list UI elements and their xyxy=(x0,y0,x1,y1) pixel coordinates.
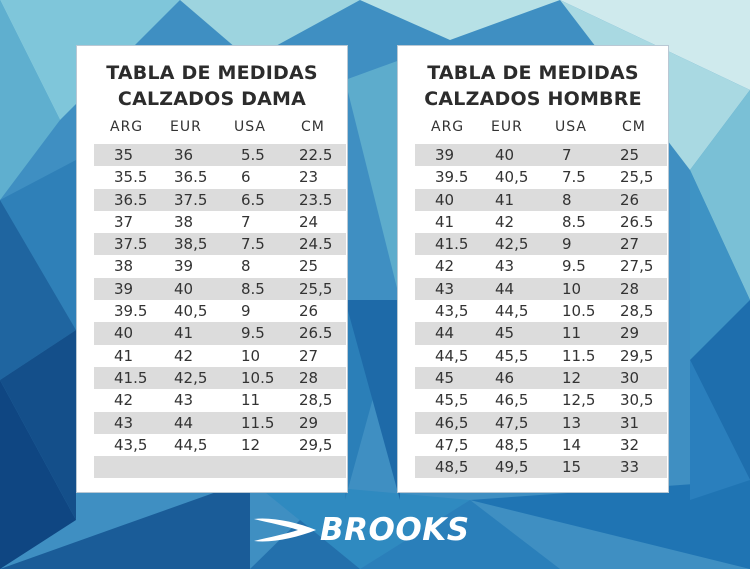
table-cell: 30,5 xyxy=(620,391,654,410)
table-cell: 43 xyxy=(114,413,134,432)
table-cell: 7 xyxy=(562,146,572,164)
table-cell: 9.5 xyxy=(562,257,586,276)
table-cell: 10 xyxy=(241,346,261,365)
table-cell: 11 xyxy=(562,324,582,343)
table-cell: 42 xyxy=(114,391,134,410)
header-arg: ARG xyxy=(110,119,144,135)
table-cell: 10.5 xyxy=(562,302,596,321)
table-cell: 29,5 xyxy=(620,346,654,365)
table-cell: 28,5 xyxy=(299,391,333,410)
men-title-line2: CALZADOS HOMBRE xyxy=(424,88,642,110)
table-row xyxy=(415,255,667,277)
women-title-line1: TABLA DE MEDIDAS xyxy=(106,62,318,84)
table-cell: 26.5 xyxy=(620,212,654,231)
table-cell: 44 xyxy=(435,324,455,343)
table-cell: 27 xyxy=(620,235,640,254)
table-cell: 12 xyxy=(562,368,582,387)
women-title-line2: CALZADOS DAMA xyxy=(117,88,307,110)
women-size-rows xyxy=(94,144,346,478)
table-cell: 45 xyxy=(435,368,455,387)
table-cell: 43,5 xyxy=(435,302,469,321)
table-cell: 25 xyxy=(299,257,319,276)
table-cell: 10 xyxy=(562,279,582,298)
table-cell: 37.5 xyxy=(114,235,148,254)
table-cell: 32 xyxy=(620,435,640,454)
table-cell: 22.5 xyxy=(299,146,333,164)
table-cell: 9 xyxy=(241,302,251,321)
table-cell: 39 xyxy=(174,257,194,276)
table-cell: 40 xyxy=(174,279,194,298)
table-cell: 48,5 xyxy=(435,458,469,477)
table-row xyxy=(94,255,346,277)
table-cell: 43 xyxy=(435,279,455,298)
table-cell: 36 xyxy=(174,146,194,164)
table-cell: 43 xyxy=(174,391,194,410)
table-row xyxy=(94,345,346,367)
table-cell: 46 xyxy=(495,368,515,387)
table-cell: 44 xyxy=(174,413,194,432)
table-cell: 7.5 xyxy=(241,235,265,254)
table-cell: 44,5 xyxy=(435,346,469,365)
table-cell: 39 xyxy=(114,279,134,298)
table-row xyxy=(94,300,346,322)
table-cell: 12,5 xyxy=(562,391,596,410)
header-cm: CM xyxy=(622,119,646,135)
table-cell: 33 xyxy=(620,458,640,477)
table-cell: 27,5 xyxy=(620,257,654,276)
header-usa: USA xyxy=(555,119,587,135)
table-cell: 11.5 xyxy=(562,346,596,365)
table-cell: 45 xyxy=(495,324,515,343)
table-row xyxy=(415,322,667,344)
table-row xyxy=(94,189,346,211)
table-cell: 44,5 xyxy=(495,302,529,321)
table-cell: 42,5 xyxy=(174,368,208,387)
table-cell: 42 xyxy=(174,346,194,365)
women-size-chart xyxy=(76,45,348,493)
header-usa: USA xyxy=(234,119,266,135)
table-cell: 40 xyxy=(435,190,455,209)
table-row xyxy=(94,389,346,411)
table-cell: 5.5 xyxy=(241,146,265,164)
table-cell: 49,5 xyxy=(495,458,529,477)
table-row xyxy=(415,189,667,211)
table-cell: 31 xyxy=(620,413,640,432)
men-chart-title xyxy=(398,60,668,112)
table-cell: 36.5 xyxy=(174,168,208,187)
table-cell: 25,5 xyxy=(620,168,654,187)
table-cell: 47,5 xyxy=(435,435,469,454)
table-cell: 41 xyxy=(435,212,455,231)
table-cell: 42 xyxy=(435,257,455,276)
table-cell: 30 xyxy=(620,368,640,387)
table-cell: 37.5 xyxy=(174,190,208,209)
table-cell: 38 xyxy=(174,212,194,231)
table-row xyxy=(415,456,667,478)
header-cm: CM xyxy=(301,119,325,135)
header-arg: ARG xyxy=(431,119,465,135)
table-cell: 44,5 xyxy=(174,435,208,454)
table-row xyxy=(415,233,667,255)
table-cell: 9.5 xyxy=(241,324,265,343)
table-cell: 24 xyxy=(299,212,319,231)
table-cell: 11.5 xyxy=(241,413,275,432)
table-cell: 26.5 xyxy=(299,324,333,343)
table-cell: 40,5 xyxy=(174,302,208,321)
table-cell: 23.5 xyxy=(299,190,333,209)
table-cell: 23 xyxy=(299,168,319,187)
table-cell: 38 xyxy=(114,257,134,276)
table-cell: 11 xyxy=(241,391,261,410)
table-cell: 48,5 xyxy=(495,435,529,454)
table-cell: 40 xyxy=(114,324,134,343)
brooks-chevron-icon xyxy=(252,516,318,544)
table-row xyxy=(415,345,667,367)
table-cell: 27 xyxy=(299,346,319,365)
table-cell: 26 xyxy=(299,302,319,321)
table-cell: 24.5 xyxy=(299,235,333,254)
table-cell: 6.5 xyxy=(241,190,265,209)
table-cell: 13 xyxy=(562,413,582,432)
table-cell: 28,5 xyxy=(620,302,654,321)
table-row xyxy=(94,456,346,478)
table-cell: 8 xyxy=(562,190,572,209)
table-row xyxy=(94,144,346,166)
table-row xyxy=(94,278,346,300)
men-title-line1: TABLA DE MEDIDAS xyxy=(427,62,639,84)
table-row xyxy=(94,166,346,188)
table-cell: 29 xyxy=(620,324,640,343)
table-cell: 37 xyxy=(114,212,134,231)
men-size-rows xyxy=(415,144,667,478)
table-cell: 29 xyxy=(299,413,319,432)
table-cell: 43 xyxy=(495,257,515,276)
table-cell: 40 xyxy=(495,146,515,164)
table-cell: 7.5 xyxy=(562,168,586,187)
table-cell: 41.5 xyxy=(435,235,469,254)
table-cell: 35 xyxy=(114,146,134,164)
women-chart-title xyxy=(77,60,347,112)
table-row xyxy=(415,211,667,233)
table-row xyxy=(415,144,667,166)
table-row xyxy=(94,412,346,434)
table-cell: 25 xyxy=(620,146,640,164)
table-cell: 8.5 xyxy=(562,212,586,231)
brooks-wordmark: BROOKS xyxy=(320,512,470,548)
table-cell: 36.5 xyxy=(114,190,148,209)
men-size-chart xyxy=(397,45,669,493)
table-row xyxy=(415,166,667,188)
table-cell: 47,5 xyxy=(495,413,529,432)
table-cell: 39 xyxy=(435,146,455,164)
table-cell: 41 xyxy=(174,324,194,343)
table-cell: 38,5 xyxy=(174,235,208,254)
table-cell: 35.5 xyxy=(114,168,148,187)
table-cell: 14 xyxy=(562,435,582,454)
table-row xyxy=(415,434,667,456)
table-row xyxy=(415,278,667,300)
table-row xyxy=(94,211,346,233)
table-row xyxy=(415,300,667,322)
table-cell: 7 xyxy=(241,212,251,231)
table-cell: 9 xyxy=(562,235,572,254)
table-cell: 42,5 xyxy=(495,235,529,254)
table-cell: 41 xyxy=(495,190,515,209)
table-cell: 26 xyxy=(620,190,640,209)
table-cell: 42 xyxy=(495,212,515,231)
table-cell: 29,5 xyxy=(299,435,333,454)
table-cell: 44 xyxy=(495,279,515,298)
table-row xyxy=(94,233,346,255)
table-cell: 8.5 xyxy=(241,279,265,298)
header-eur: EUR xyxy=(491,119,523,135)
table-row xyxy=(94,367,346,389)
table-cell: 45,5 xyxy=(435,391,469,410)
table-cell: 39.5 xyxy=(435,168,469,187)
table-cell: 8 xyxy=(241,257,251,276)
header-eur: EUR xyxy=(170,119,202,135)
table-cell: 45,5 xyxy=(495,346,529,365)
table-row xyxy=(415,389,667,411)
table-cell: 39.5 xyxy=(114,302,148,321)
women-column-headers xyxy=(77,119,347,139)
table-cell: 28 xyxy=(620,279,640,298)
table-cell: 15 xyxy=(562,458,582,477)
table-cell: 6 xyxy=(241,168,251,187)
table-cell: 46,5 xyxy=(435,413,469,432)
brooks-logo xyxy=(252,510,472,550)
table-cell: 46,5 xyxy=(495,391,529,410)
table-cell: 40,5 xyxy=(495,168,529,187)
table-cell: 43,5 xyxy=(114,435,148,454)
table-row xyxy=(94,322,346,344)
table-cell: 25,5 xyxy=(299,279,333,298)
men-column-headers xyxy=(398,119,668,139)
table-cell: 41 xyxy=(114,346,134,365)
table-row xyxy=(415,367,667,389)
table-row xyxy=(415,412,667,434)
table-cell: 41.5 xyxy=(114,368,148,387)
table-row xyxy=(94,434,346,456)
table-cell: 10.5 xyxy=(241,368,275,387)
table-cell: 12 xyxy=(241,435,261,454)
table-cell: 28 xyxy=(299,368,319,387)
